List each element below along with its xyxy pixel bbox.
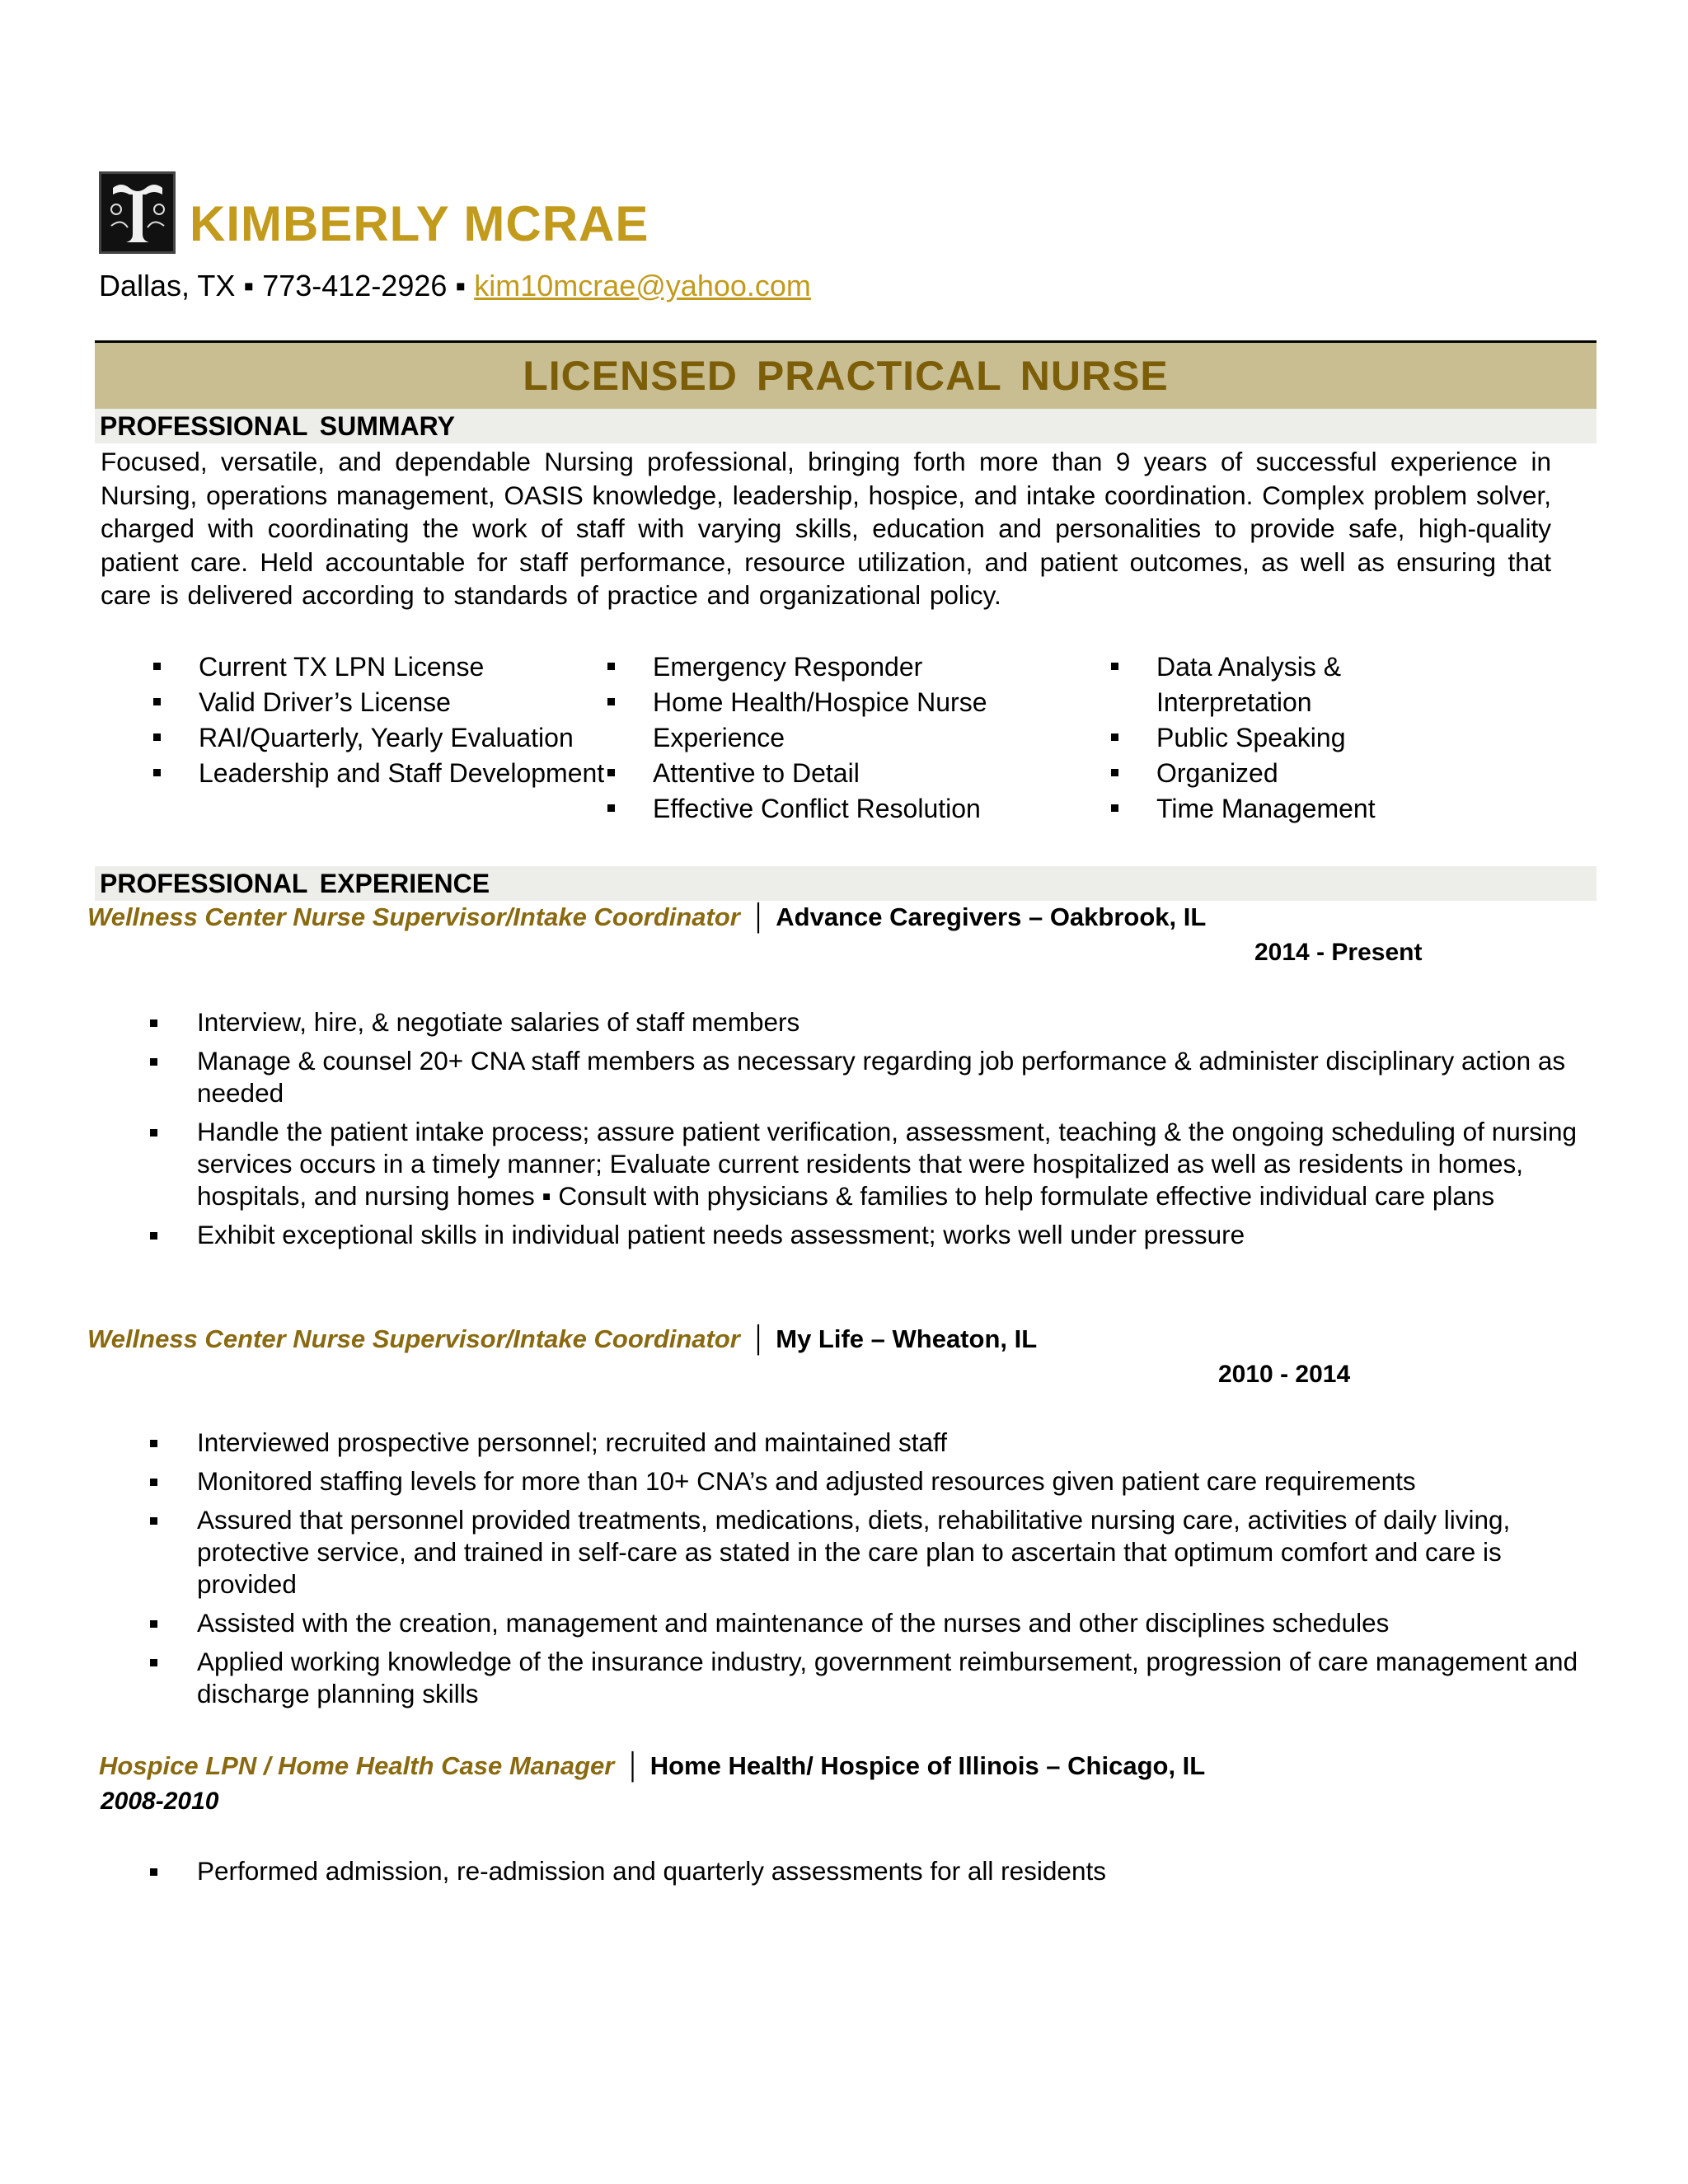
skill-item: Emergency Responder bbox=[603, 649, 1064, 685]
skill-item: Home Health/Hospice Nurse Experience bbox=[603, 685, 1064, 756]
job-title: Wellness Center Nurse Supervisor/Intake Coordinator bbox=[87, 902, 740, 931]
summary-section-bar bbox=[95, 409, 1597, 443]
job-company: Advance Caregivers – Oakbrook, IL bbox=[776, 902, 1207, 931]
separator-bar: │ bbox=[626, 1751, 642, 1780]
skill-item: Data Analysis & Interpretation bbox=[1106, 649, 1436, 720]
job-company: Home Health/ Hospice of Illinois – Chicago, IL bbox=[649, 1751, 1206, 1780]
bullet-item: Interviewed prospective personnel; recruited and maintained staff bbox=[148, 1427, 1582, 1459]
separator-bar: │ bbox=[751, 1324, 768, 1353]
job-bullets bbox=[148, 1855, 1582, 1887]
job-title: Hospice LPN / Home Health Case Manager bbox=[99, 1751, 615, 1780]
bullet-item: Exhibit exceptional skills in individual patient needs assessment; works well under pressure bbox=[148, 1219, 1582, 1251]
separator-square: ▪ bbox=[243, 269, 255, 302]
skill-item: Current TX LPN License bbox=[148, 649, 610, 685]
summary-text: Focused, versatile, and dependable Nursing professional, bringing forth more than 9 years of successful experience in Nursing, operations management, OASIS knowledge, leadership, hospice, and intake coordination. Complex problem solver, charged with coordinating the work of staff with varying skills, education and personalities to provide safe, high-quality patient care. Held accountable for staff performance, resource utilization, and patient outcomes, as well as ensuring that care is delivered according to standards of practice and organizational policy. bbox=[101, 447, 1551, 610]
skills-column-2 bbox=[603, 649, 1064, 827]
skills-column-1 bbox=[148, 649, 610, 791]
skills-column-3 bbox=[1106, 649, 1436, 827]
job-dates: 2014 - Present bbox=[1254, 939, 1423, 966]
skill-item: Effective Conflict Resolution bbox=[603, 791, 1064, 827]
bullet-item: Interview, hire, & negotiate salaries of staff members bbox=[148, 1006, 1582, 1038]
skill-item: Public Speaking bbox=[1106, 720, 1436, 756]
job-heading bbox=[87, 1326, 1037, 1352]
skill-item: RAI/Quarterly, Yearly Evaluation bbox=[148, 720, 610, 756]
separator-bar: │ bbox=[751, 902, 768, 931]
experience-heading: PROFESSIONAL EXPERIENCE bbox=[100, 868, 490, 898]
monogram-logo-icon bbox=[99, 171, 176, 254]
summary-heading: PROFESSIONAL SUMMARY bbox=[100, 410, 455, 441]
job-dates: 2010 - 2014 bbox=[1218, 1361, 1351, 1388]
candidate-name: KIMBERLY MCRAE bbox=[190, 196, 649, 251]
job-heading bbox=[87, 904, 1206, 930]
job-company: My Life – Wheaton, IL bbox=[776, 1324, 1038, 1353]
job-heading bbox=[99, 1753, 1205, 1779]
skill-item: Time Management bbox=[1106, 791, 1436, 827]
bullet-item: Manage & counsel 20+ CNA staff members as necessary regarding job performance & administer disciplinary action as needed bbox=[148, 1045, 1582, 1109]
bullet-item: Performed admission, re-admission and quarterly assessments for all residents bbox=[148, 1855, 1582, 1887]
contact-line bbox=[99, 269, 811, 302]
bullet-item: Assured that personnel provided treatments, medications, diets, rehabilitative nursing care, activities of daily living, protective service, and trained in self-care as stated in the care plan to ascertain that optimum comfort and care is provided bbox=[148, 1504, 1582, 1601]
location: Dallas, TX bbox=[99, 269, 236, 302]
bullet-item: Monitored staffing levels for more than 10+ CNA’s and adjusted resources given patient care requirements bbox=[148, 1465, 1582, 1497]
separator-square: ▪ bbox=[455, 269, 467, 302]
job-bullets bbox=[148, 1006, 1582, 1251]
phone: 773-412-2926 bbox=[262, 269, 448, 302]
job-title-heading: LICENSED PRACTICAL NURSE bbox=[523, 353, 1169, 399]
title-band bbox=[95, 340, 1597, 410]
job-title: Wellness Center Nurse Supervisor/Intake Coordinator bbox=[87, 1324, 740, 1353]
email-link[interactable]: kim10mcrae@yahoo.com bbox=[474, 269, 811, 302]
skill-item: Organized bbox=[1106, 756, 1436, 791]
bullet-item: Handle the patient intake process; assure patient verification, assessment, teaching & the ongoing scheduling of nursing services occurs in a timely manner; Evaluate current residents that were hospitalized as well as residents in homes, hospitals, and nursing homes ▪ Consult with physicians & families to help formulate effective individual care plans bbox=[148, 1116, 1582, 1212]
skill-item: Leadership and Staff Development bbox=[148, 756, 610, 791]
bullet-item: Applied working knowledge of the insurance industry, government reimbursement, progression of care management and discharge planning skills bbox=[148, 1646, 1582, 1710]
job-bullets bbox=[148, 1427, 1582, 1710]
skill-item: Valid Driver’s License bbox=[148, 685, 610, 720]
bullet-item: Assisted with the creation, management and maintenance of the nurses and other disciplines schedules bbox=[148, 1607, 1582, 1639]
experience-section-bar bbox=[95, 866, 1597, 901]
skill-item: Attentive to Detail bbox=[603, 756, 1064, 791]
ornate-letter-t-icon bbox=[105, 176, 171, 249]
job-dates: 2008-2010 bbox=[101, 1788, 219, 1815]
